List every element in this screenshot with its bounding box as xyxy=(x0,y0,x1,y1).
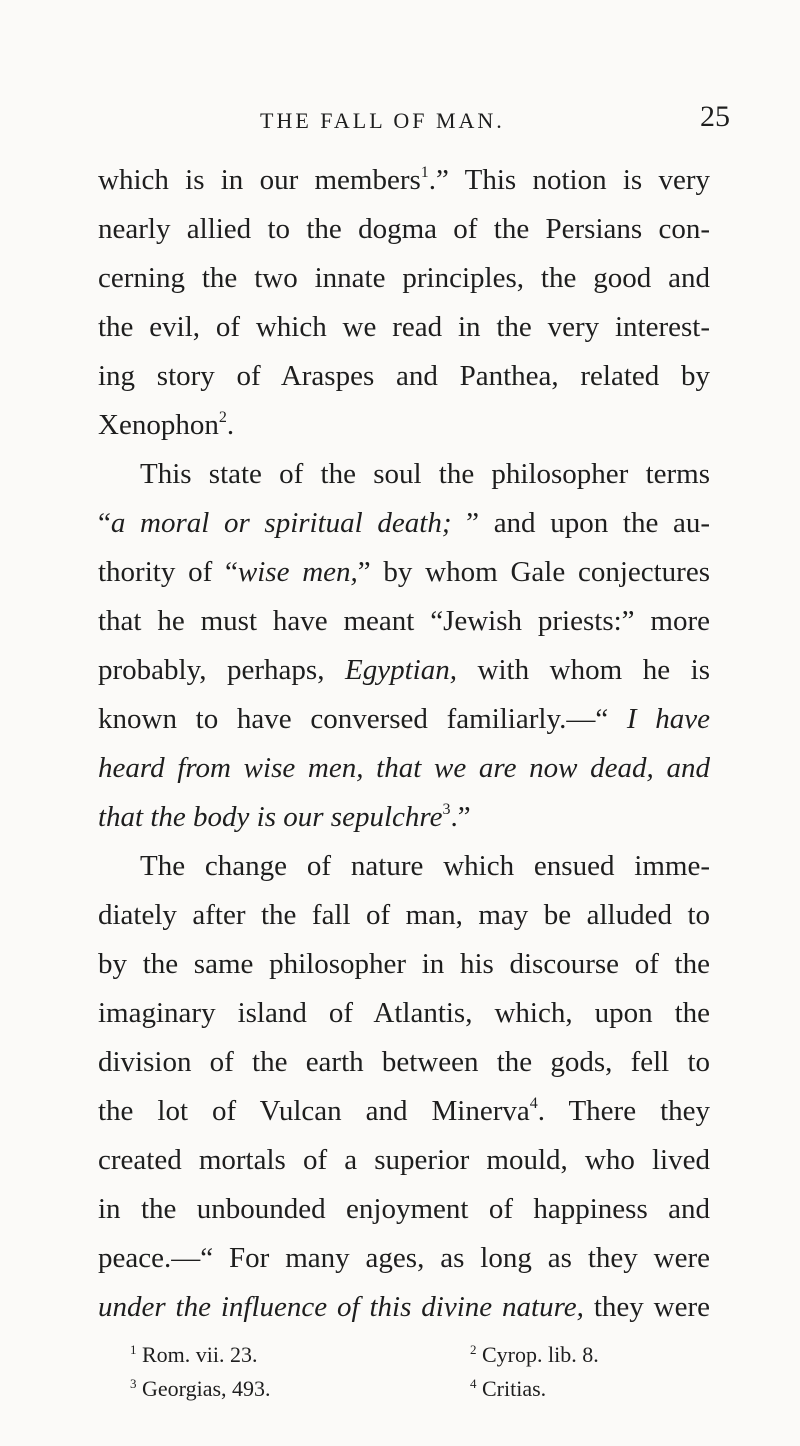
text-line: under the influence of this divine nature, they were xyxy=(98,1291,711,1323)
text-line: by the same philosopher in his discourse of the xyxy=(98,948,710,980)
footnote-mark: 1 xyxy=(130,1342,137,1357)
text-line: that the body is our sepulchre$^3$.” xyxy=(98,801,471,833)
text-line: “a moral or spiritual death; ” and upon the au- xyxy=(98,507,711,539)
page-number: 25 xyxy=(700,100,730,133)
text-line: thority of “wise men,” by whom Gale conjectures xyxy=(98,556,710,588)
text-line: in the unbounded enjoyment of happiness and xyxy=(98,1193,710,1225)
text-line: The change of nature which ensued imme- xyxy=(140,850,710,882)
footnote-ref: 4 xyxy=(529,1095,538,1112)
running-head: THE FALL OF MAN. xyxy=(260,108,505,133)
text-line: created mortals of a superior mould, who lived xyxy=(98,1144,710,1176)
text-line: division of the earth between the gods, fell to xyxy=(98,1046,710,1078)
footnote-mark: 3 xyxy=(130,1376,137,1391)
footnote-text: Cyrop. lib. 8. xyxy=(476,1342,599,1367)
text-line: heard from wise men, that we are now dead, and xyxy=(98,752,710,784)
footnote-mark: 4 xyxy=(470,1376,477,1391)
text-line: cerning the two innate principles, the good and xyxy=(98,262,710,294)
footnote xyxy=(470,1376,546,1402)
text-line: the evil, of which we read in the very interest- xyxy=(98,311,710,343)
text-line: nearly allied to the dogma of the Persians con- xyxy=(98,213,710,245)
footnote-ref: 1 xyxy=(420,164,429,181)
text-line: This state of the soul the philosopher terms xyxy=(140,458,710,490)
text-line: that he must have meant “Jewish priests:” more xyxy=(98,605,710,637)
footnote-ref: 2 xyxy=(218,409,227,426)
footnote-text: Critias. xyxy=(476,1376,547,1401)
text-line: the lot of Vulcan and Minerva$^4$. There they xyxy=(98,1095,710,1127)
footnote-text: Rom. vii. 23. xyxy=(136,1342,258,1367)
text-line: known to have conversed familiarly.—“ I have xyxy=(98,703,710,735)
text-line: Xenophon$^2$. xyxy=(98,409,235,441)
footnote-ref: 3 xyxy=(442,801,451,818)
footnote xyxy=(130,1342,258,1368)
footnote xyxy=(130,1376,271,1402)
footnote-mark: 2 xyxy=(470,1342,477,1357)
text-line: which is in our members$^1$.” This notion is very xyxy=(98,164,710,196)
footnote xyxy=(470,1342,599,1368)
footnote-text: Georgias, 493. xyxy=(136,1376,271,1401)
text-line: imaginary island of Atlantis, which, upon the xyxy=(98,997,710,1029)
text-line: peace.—“ For many ages, as long as they were xyxy=(98,1242,710,1274)
text-line: ing story of Araspes and Panthea, related by xyxy=(98,360,710,392)
text-line: probably, perhaps, Egyptian, with whom he is xyxy=(98,654,710,686)
text-line: diately after the fall of man, may be alluded to xyxy=(98,899,710,931)
